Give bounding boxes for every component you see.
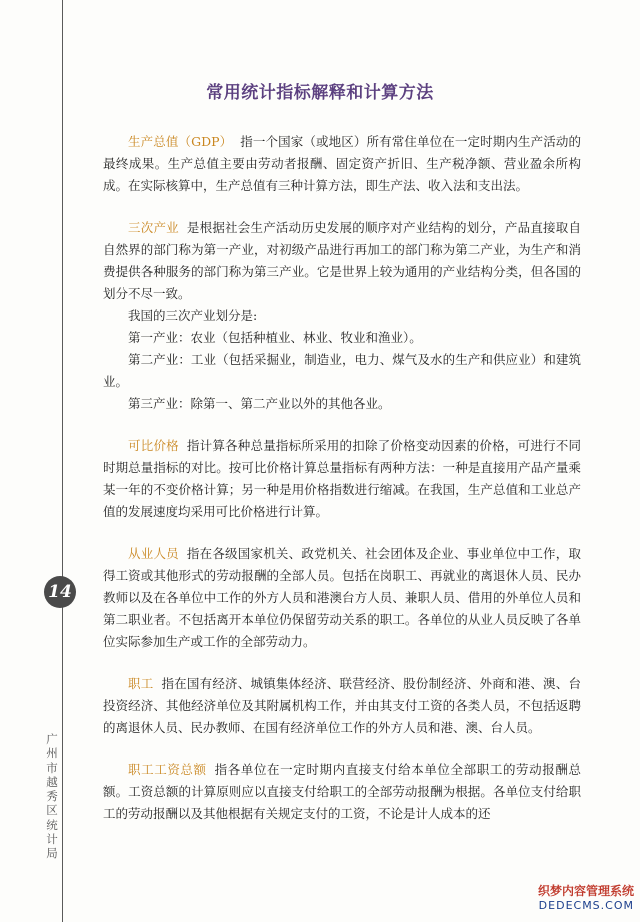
section-paragraph	[103, 543, 581, 653]
section-comparable-price	[103, 435, 581, 523]
section-paragraph: 第三产业：除第一、第二产业以外的其他各业。	[128, 396, 391, 411]
term-definition: 指一个国家（或地区）所有常住单位在一定时期内生产活动的最终成果。生产总值主要由劳动者报酬、固定资产折旧、生产税净额、营业盈余所构成。在实际核算中，生产总值有三种计算方法，即生产法、收入法和支出法。	[103, 134, 581, 193]
term-label: 从业人员	[128, 546, 179, 561]
section-paragraph: 第二产业：工业（包括采掘业，制造业，电力、煤气及水的生产和供应业）和建筑业。	[103, 352, 581, 389]
section-gdp	[103, 131, 581, 197]
page-title: 常用统计指标解释和计算方法	[206, 83, 434, 103]
watermark-text-en: DEDECMS.COM	[538, 899, 634, 912]
term-definition: 指在国有经济、城镇集体经济、联营经济、股份制经济、外商和港、澳、台投资经济、其他经济单位及其附属机构工作，并由其支付工资的各类人员，不包括返聘的离退休人员、民办教师、在国有经济单位工作的外方人员和港、澳、台人员。	[103, 676, 581, 735]
section-paragraph	[103, 673, 581, 739]
section-three-industries	[103, 217, 581, 415]
term-definition: 指各单位在一定时期内直接支付给本单位全部职工的劳动报酬总额。工资总额的计算原则应以直接支付给职工的全部劳动报酬为根据。各单位支付给职工的劳动报酬以及其他根据有关规定支付的工资，不论是计人成本的还	[103, 762, 581, 821]
watermark	[538, 882, 634, 912]
term-label: 职工工资总额	[128, 762, 207, 777]
section-staff	[103, 673, 581, 739]
document-body	[103, 131, 581, 845]
section-paragraph: 第一产业：农业（包括种植业、林业、牧业和渔业）。	[128, 330, 422, 345]
term-definition: 是根据社会生产活动历史发展的顺序对产业结构的划分，产品直接取自自然界的部门称为第一产业，对初级产品进行再加工的部门称为第二产业，为生产和消费提供各种服务的部门称为第三产业。它是世界上较为通用的产业结构分类，但各国的划分不尽一致。	[103, 220, 581, 301]
section-paragraph	[103, 435, 581, 523]
section-paragraph	[103, 217, 581, 305]
term-label: 可比价格	[128, 438, 179, 453]
term-label: 生产总值（GDP）	[128, 134, 233, 149]
section-paragraph	[103, 759, 581, 825]
term-definition: 指计算各种总量指标所采用的扣除了价格变动因素的价格，可进行不同时期总量指标的对比。按可比价格计算总量指标有两种方法：一种是直接用产品产量乘某一年的不变价格计算；另一种是用价格指数进行缩减。在我国，生产总值和工业总产值的发展速度均采用可比价格进行计算。	[103, 438, 581, 519]
term-label: 职工	[128, 676, 154, 691]
watermark-text-cn: 织梦内容管理系统	[537, 884, 634, 898]
section-employed-persons	[103, 543, 581, 653]
section-paragraph: 我国的三次产业划分是:	[128, 308, 258, 323]
section-paragraph	[103, 131, 581, 197]
page-number-badge: 14	[44, 576, 76, 608]
section-total-wages	[103, 759, 581, 825]
term-label: 三次产业	[128, 220, 179, 235]
sidebar-org-name: 广州市越秀区统计局	[46, 732, 58, 861]
term-definition: 指在各级国家机关、政党机关、社会团体及企业、事业单位中工作，取得工资或其他形式的劳动报酬的全部人员。包括在岗职工、再就业的离退休人员、民办教师以及在各单位中工作的外方人员和港澳台方人员、兼职人员、借用的外单位人员和第二职业者。不包括离开本单位仍保留劳动关系的职工。各单位的从业人员反映了各单位实际参加生产或工作的全部劳动力。	[103, 546, 581, 649]
sidebar-divider	[62, 0, 63, 922]
